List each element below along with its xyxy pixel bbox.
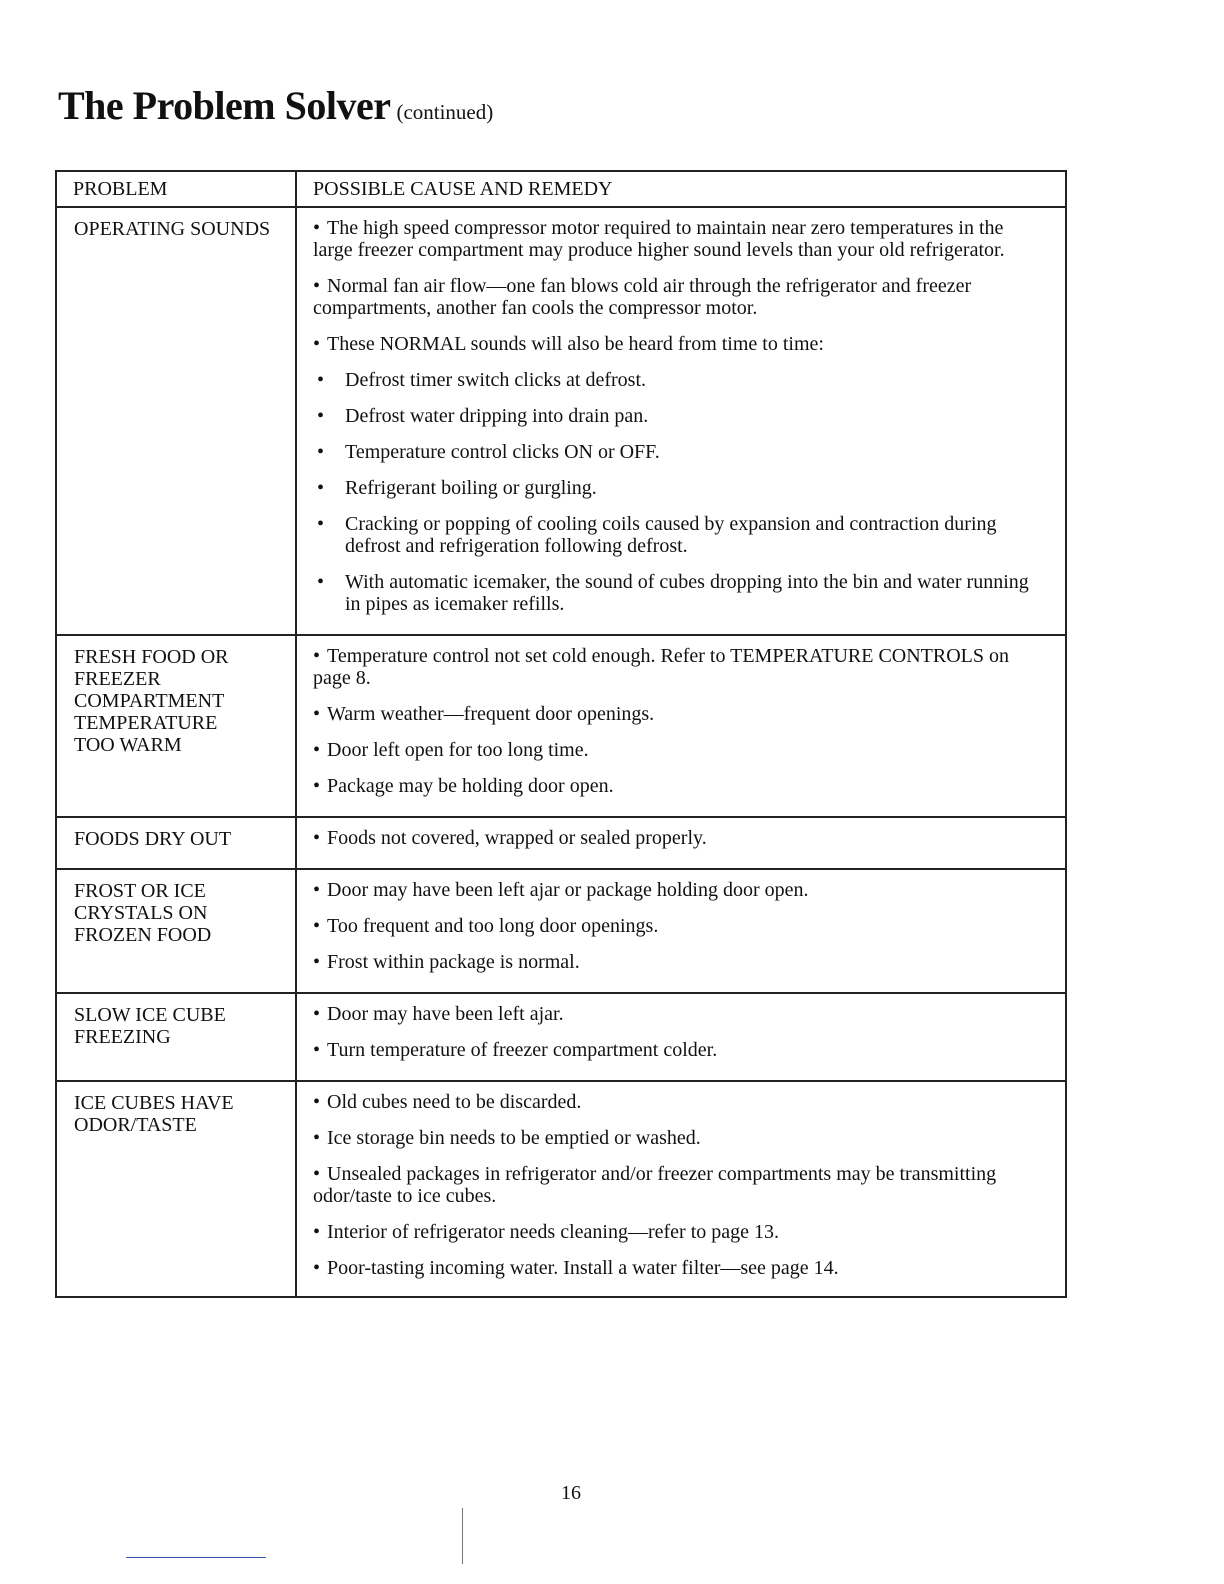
remedy-item: • Door may have been left ajar. xyxy=(313,1003,564,1025)
table-row xyxy=(56,635,1066,817)
table-row xyxy=(56,1081,1066,1297)
remedy-cell xyxy=(296,635,1066,817)
title-text: The Problem Solver xyxy=(58,83,391,128)
title-subtitle: (continued) xyxy=(396,100,494,124)
problem-cell xyxy=(56,635,296,817)
bullet-icon: • xyxy=(313,1039,321,1061)
remedy-item: • Package may be holding door open. xyxy=(313,775,614,797)
remedy-sub-item: • Temperature control clicks ON or OFF. xyxy=(317,441,660,463)
table-row xyxy=(56,869,1066,993)
remedy-item: • Normal fan air flow—one fan blows cold air through the refrigerator and freezer compartments, another fan cools the compressor motor. xyxy=(313,275,972,319)
bullet-icon: • xyxy=(313,333,321,355)
bullet-icon: • xyxy=(313,739,321,761)
problem-cell xyxy=(56,869,296,993)
remedy-item: • Old cubes need to be discarded. xyxy=(313,1091,582,1113)
remedy-sub-item: • Cracking or popping of cooling coils caused by expansion and contraction during defrost and refrigeration following defrost. xyxy=(317,513,997,557)
remedy-item: • The high speed compressor motor required to maintain near zero temperatures in the large freezer compartment may produce higher sound levels than your old refrigerator. xyxy=(313,217,1005,261)
table-row xyxy=(56,207,1066,635)
bullet-icon: • xyxy=(313,1127,321,1149)
remedy-item: • Warm weather—frequent door openings. xyxy=(313,703,655,725)
remedy-sub-item: • With automatic icemaker, the sound of cubes dropping into the bin and water running in pipes as icemaker refills. xyxy=(317,571,1029,615)
bullet-icon: • xyxy=(317,571,325,593)
remedy-cell xyxy=(296,817,1066,869)
problem-cell: OPERATING SOUNDS xyxy=(56,207,296,635)
remedy-item: • Poor-tasting incoming water. Install a water filter—see page 14. xyxy=(313,1257,839,1279)
bullet-icon: • xyxy=(313,217,321,239)
remedy-item: • Door left open for too long time. xyxy=(313,739,589,761)
problem-text: FROST OR ICE CRYSTALS ON FROZEN FOOD xyxy=(74,880,212,946)
bullet-icon: • xyxy=(313,1257,321,1279)
remedy-item: • Door may have been left ajar or package holding door open. xyxy=(313,879,809,901)
page-number: 16 xyxy=(561,1482,581,1504)
bullet-icon: • xyxy=(313,775,321,797)
remedy-item: • These NORMAL sounds will also be heard from time to time: xyxy=(313,333,824,355)
scan-underline xyxy=(126,1557,266,1558)
problem-cell xyxy=(56,1081,296,1297)
table-header-row xyxy=(56,171,1066,207)
remedy-item: • Frost within package is normal. xyxy=(313,951,580,973)
bullet-icon: • xyxy=(313,1003,321,1025)
bullet-icon: • xyxy=(313,1163,321,1185)
column-header-problem: PROBLEM xyxy=(56,171,296,207)
bullet-icon: • xyxy=(313,951,321,973)
problem-solver-table xyxy=(55,170,1067,1298)
bullet-icon: • xyxy=(313,275,321,297)
bullet-icon: • xyxy=(313,703,321,725)
bullet-icon: • xyxy=(313,915,321,937)
remedy-item: • Foods not covered, wrapped or sealed properly. xyxy=(313,827,707,849)
bullet-icon: • xyxy=(313,879,321,901)
bullet-icon: • xyxy=(317,405,325,427)
remedy-item: • Temperature control not set cold enough. Refer to TEMPERATURE CONTROLS on page 8. xyxy=(313,645,1010,689)
bullet-icon: • xyxy=(313,645,321,667)
bullet-icon: • xyxy=(317,513,325,535)
problem-text: SLOW ICE CUBE FREEZING xyxy=(74,1004,226,1048)
bullet-icon: • xyxy=(317,369,325,391)
remedy-sub-item: • Defrost timer switch clicks at defrost. xyxy=(317,369,647,391)
scan-divider-line xyxy=(462,1508,463,1564)
remedy-sub-item: • Defrost water dripping into drain pan. xyxy=(317,405,649,427)
remedy-item: • Turn temperature of freezer compartment colder. xyxy=(313,1039,718,1061)
bullet-icon: • xyxy=(317,441,325,463)
problem-text: FRESH FOOD OR FREEZER COMPARTMENT TEMPERATURE TOO WARM xyxy=(74,646,229,756)
table-row xyxy=(56,993,1066,1081)
remedy-cell xyxy=(296,1081,1066,1297)
problem-cell: FOODS DRY OUT xyxy=(56,817,296,869)
remedy-item: • Too frequent and too long door openings. xyxy=(313,915,659,937)
remedy-item: • Interior of refrigerator needs cleaning—refer to page 13. xyxy=(313,1221,780,1243)
remedy-item: • Ice storage bin needs to be emptied or washed. xyxy=(313,1127,701,1149)
remedy-sub-item: • Refrigerant boiling or gurgling. xyxy=(317,477,597,499)
problem-text: ICE CUBES HAVE ODOR/TASTE xyxy=(74,1092,234,1136)
remedy-cell xyxy=(296,869,1066,993)
problem-cell xyxy=(56,993,296,1081)
bullet-icon: • xyxy=(313,1091,321,1113)
remedy-cell xyxy=(296,993,1066,1081)
page-title xyxy=(58,82,493,129)
bullet-icon: • xyxy=(313,1221,321,1243)
bullet-icon: • xyxy=(313,827,321,849)
bullet-icon: • xyxy=(317,477,325,499)
remedy-item: • Unsealed packages in refrigerator and/or freezer compartments may be transmitting odor/taste to ice cubes. xyxy=(313,1163,997,1207)
table-row xyxy=(56,817,1066,869)
column-header-remedy: POSSIBLE CAUSE AND REMEDY xyxy=(296,171,1066,207)
remedy-cell xyxy=(296,207,1066,635)
